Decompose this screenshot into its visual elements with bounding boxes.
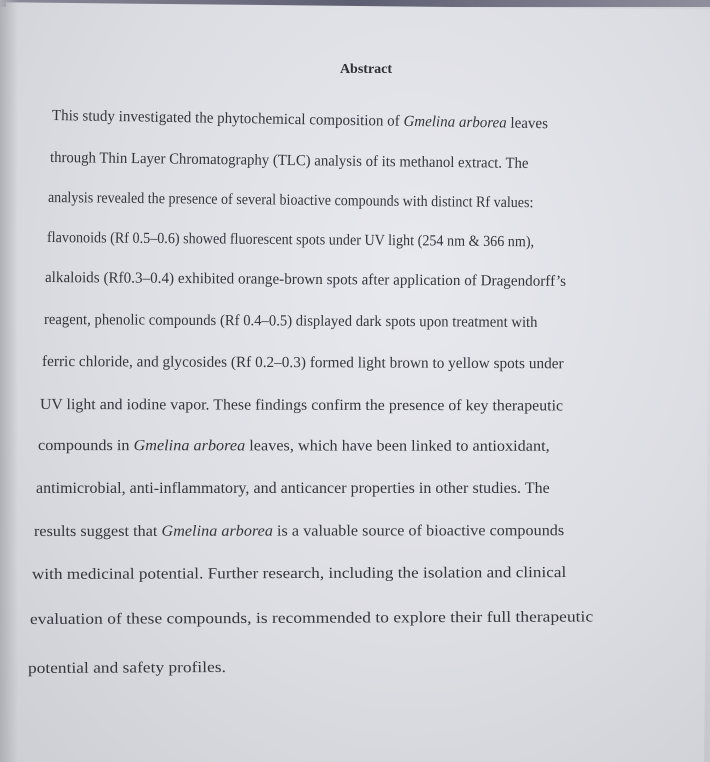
abstract-line: UV light and iodine vapor. These findings confirm the presence of key therapeutic: [39, 396, 564, 415]
abstract-line: through Thin Layer Chromatography (TLC) analysis of its methanol extract. The: [49, 149, 529, 173]
abstract-line: This study investigated the phytochemical composition of Gmelina arborea leaves: [51, 107, 549, 133]
abstract-line: antimicrobial, anti-inflammatory, and anticancer properties in other studies. The: [36, 480, 550, 497]
abstract-line: potential and safety profiles.: [27, 658, 226, 677]
abstract-line: analysis revealed the presence of several bioactive compounds with distinct Rf values:: [47, 189, 534, 212]
abstract-line: flavonoids (Rf 0.5–0.6) showed fluorescent spots under UV light (254 nm & 366 nm),: [46, 229, 535, 251]
abstract-line: evaluation of these compounds, is recommended to explore their full therapeutic: [29, 608, 594, 628]
abstract-line: ferric chloride, and glycosides (Rf 0.2–0.3) formed light brown to yellow spots under: [41, 353, 564, 373]
abstract-heading: Abstract: [339, 62, 393, 77]
left-edge-shadow: [0, 0, 18, 762]
abstract-line: compounds in Gmelina arborea leaves, which have been linked to antioxidant,: [37, 437, 550, 455]
abstract-line: alkaloids (Rf0.3–0.4) exhibited orange-brown spots after application of Dragendorff’s: [44, 269, 567, 290]
abstract-line: results suggest that Gmelina arborea is a valuable source of bioactive compounds: [33, 522, 565, 540]
abstract-line: with medicinal potential. Further research, including the isolation and clinical: [31, 564, 567, 583]
abstract-line: reagent, phenolic compounds (Rf 0.4–0.5) displayed dark spots upon treatment with: [43, 311, 538, 331]
